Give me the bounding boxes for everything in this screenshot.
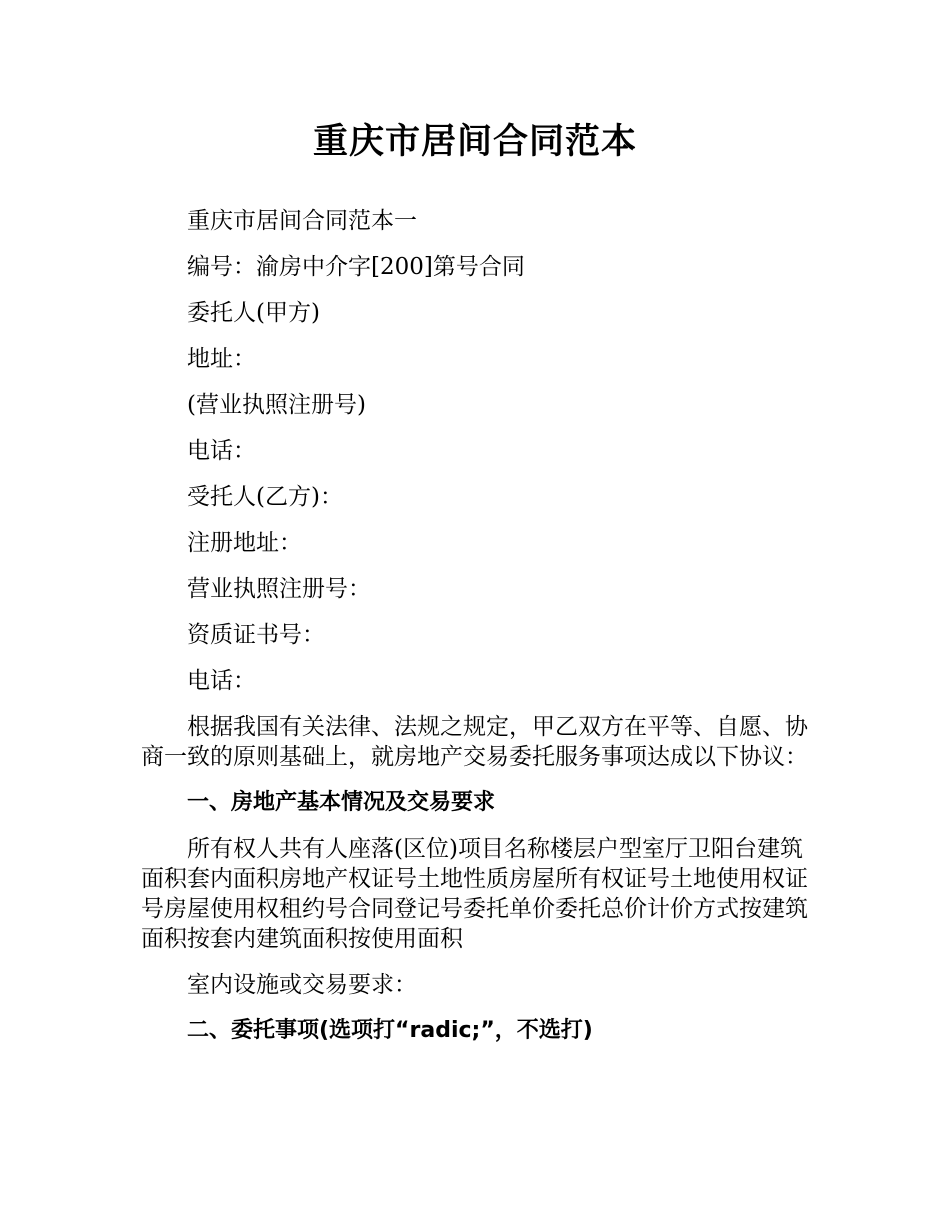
preamble-paragraph: 根据我国有关法律、法规之规定，甲乙双方在平等、自愿、协商一致的原则基础上，就房地产交易委托服务事项达成以下协议：: [141, 714, 808, 770]
party-a-address: 地址：: [187, 346, 256, 372]
party-a-phone: 电话：: [187, 438, 256, 464]
contract-number: 编号：渝房中介字[200]第号合同: [187, 254, 525, 280]
section-heading-2: 二、委托事项(选项打“radic;”，不选打): [187, 1018, 593, 1043]
party-a-license: (营业执照注册号): [187, 392, 366, 418]
document-title: 重庆市居间合同范本: [312, 122, 637, 162]
party-b-certificate: 资质证书号：: [187, 622, 325, 648]
document-body: [141, 198, 821, 1054]
party-a-label: 委托人(甲方): [187, 300, 320, 326]
party-b-label: 受托人(乙方)：: [187, 484, 343, 510]
facilities-paragraph: 室内设施或交易要求：: [187, 972, 417, 998]
section-heading-1: 一、房地产基本情况及交易要求: [187, 790, 496, 815]
property-details-paragraph: 所有权人共有人座落(区位)项目名称楼层户型室厅卫阳台建筑面积套内面积房地产权证号土地性质房屋所有权证号土地使用权证号房屋使用权租约号合同登记号委托单价委托总价计价方式按建筑面积按套内建筑面积按使用面积: [141, 836, 808, 952]
party-b-address: 注册地址：: [187, 530, 302, 556]
subtitle-paragraph: 重庆市居间合同范本一: [187, 208, 417, 234]
party-b-license: 营业执照注册号：: [187, 576, 371, 602]
party-b-phone: 电话：: [187, 668, 256, 694]
